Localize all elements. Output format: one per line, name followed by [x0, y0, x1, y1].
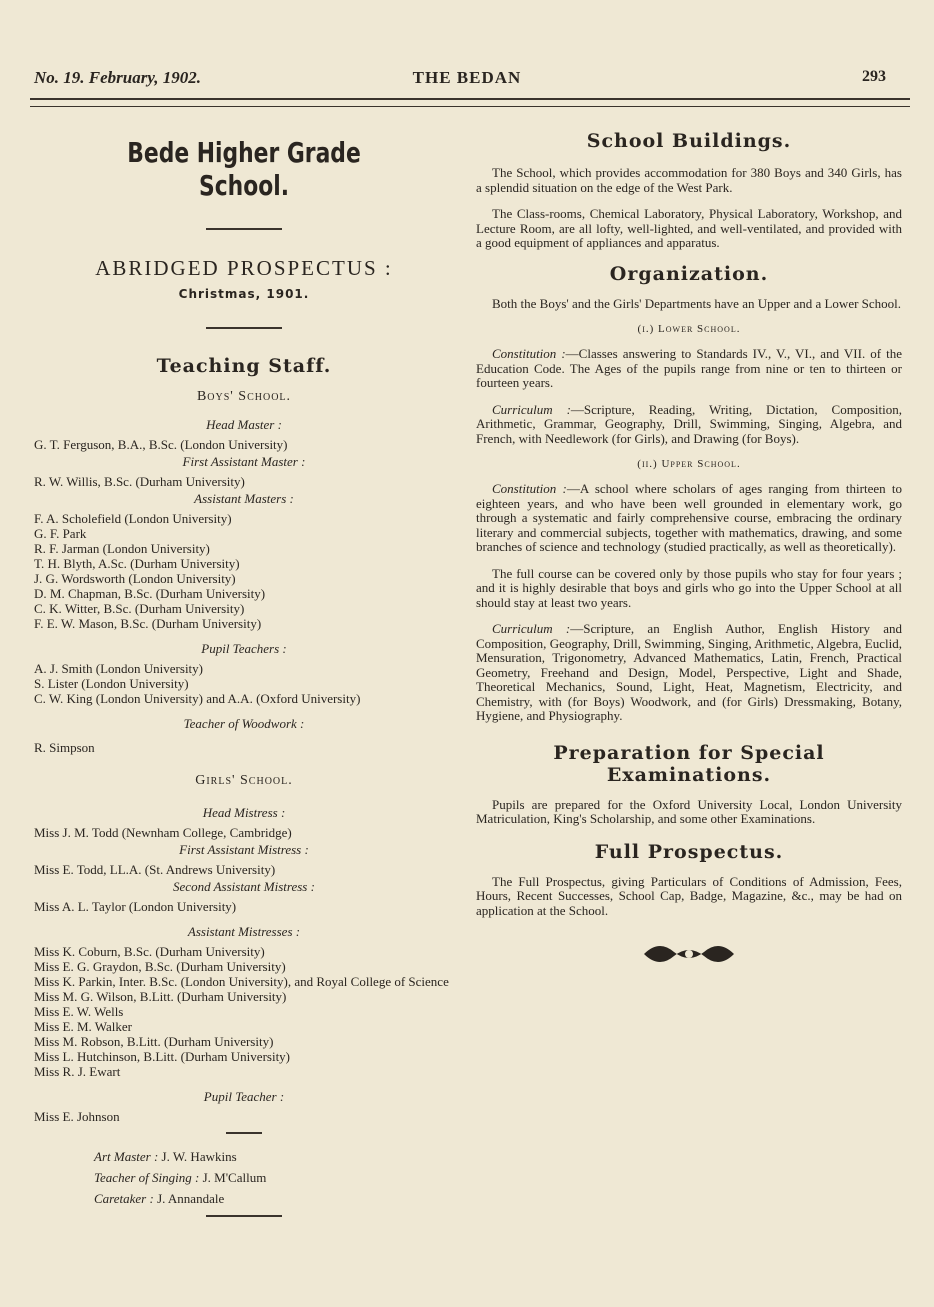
staff-name: Miss A. L. Taylor (London University) — [34, 899, 237, 914]
paragraph: The Class-rooms, Chemical Laboratory, Physical Laboratory, Workshop, and Lecture Room, are all lofty, well-lighted, and well-ventilated, and provided with a good equipment of appliances and apparatus. — [476, 206, 902, 250]
running-header — [0, 68, 934, 94]
organization-heading: Organization. — [609, 262, 769, 285]
list-item: Miss K. Parkin, Inter. B.Sc. (London University), and Royal College of Science — [34, 974, 449, 989]
staff-name: J. W. Hawkins — [161, 1149, 237, 1164]
text: —A school where scholars of ages ranging from thirteen to eighteen years, and who have been well grounded in elementary work, go through a systematic and fairly comprehensive course, embracing the ordinary literary and commercial subjects, together with mathematics, drawing, and some branches of science and technology (studied practically, as well as theoretically). — [476, 481, 902, 554]
role-heading: Teacher of Woodwork : — [183, 716, 305, 731]
upper-school-heading: (ii.) Upper School. — [637, 458, 741, 470]
staff-name: Miss J. M. Todd (Newnham College, Cambridge) — [34, 825, 292, 840]
list-item: A. J. Smith (London University) — [34, 661, 203, 676]
staff-name: Miss E. Johnson — [34, 1109, 120, 1124]
list-item: Miss M. G. Wilson, B.Litt. (Durham University) — [34, 989, 287, 1004]
full-prospectus-heading: Full Prospectus. — [594, 840, 784, 863]
paragraph — [476, 622, 902, 724]
paragraph: Pupils are prepared for the Oxford University Local, London University Matriculation, King's Scholarship, and some other Examinations. — [476, 796, 902, 826]
staff-list — [34, 661, 454, 706]
list-item: Miss E. W. Wells — [34, 1004, 124, 1019]
list-item: T. H. Blyth, A.Sc. (Durham University) — [34, 556, 240, 571]
role-heading: Head Mistress : — [202, 805, 286, 820]
paragraph — [476, 403, 902, 447]
boys-school-heading: Boys' School. — [196, 389, 292, 404]
divider — [226, 1132, 262, 1134]
header-rule — [30, 98, 910, 107]
paragraph: The School, which provides accommodation for 380 Boys and 340 Girls, has a splendid situation on the edge of the West Park. — [476, 165, 902, 195]
list-item: F. A. Scholefield (London University) — [34, 511, 232, 526]
preparation-heading: Preparation for Special Examinations. — [553, 741, 825, 786]
divider — [206, 228, 282, 230]
page-number: 293 — [862, 68, 886, 85]
ornament-icon — [476, 934, 902, 982]
label: Constitution : — [492, 346, 566, 361]
text: —Classes answering to Standards IV., V., VI., and VII. of the Education Code. The Ages of the pupils range from nine or ten to thirteen or fourteen years. — [476, 346, 902, 390]
list-item: J. G. Wordsworth (London University) — [34, 571, 236, 586]
other-staff — [94, 1146, 454, 1209]
prospectus-heading: ABRIDGED PROSPECTUS : — [95, 256, 393, 280]
divider — [206, 1215, 282, 1217]
list-item: F. E. W. Mason, B.Sc. (Durham University) — [34, 616, 262, 631]
staff-list — [34, 511, 454, 631]
list-item: Miss K. Coburn, B.Sc. (Durham University) — [34, 944, 265, 959]
role-label: Art Master : — [94, 1149, 159, 1164]
text: —Scripture, an English Author, English History and Composition, Geography, Drill, Swimming, Singing, Arithmetic, Algebra, Euclid, Mensuration, Trigonometry, Advanced Mathematics, Latin, French, Practical Geometry, Freehand and Design, Model, Perspective, Light and Shade, Theoretical Mechanics, Sound, Light, Heat, Magnetism, Electricity, and Chemistry, with (for Boys) Woodwork, and (for Girls) Dressmaking, Botany, Hygiene, and Physiography. — [476, 621, 903, 723]
school-title: Bede Higher Grade School. — [127, 136, 361, 202]
buildings-heading: School Buildings. — [586, 130, 792, 152]
role-heading: Assistant Mistresses : — [187, 924, 301, 939]
list-item: Miss E. G. Graydon, B.Sc. (Durham University) — [34, 959, 286, 974]
role-heading: First Assistant Mistress : — [179, 842, 309, 857]
list-item: C. W. King (London University) and A.A. (Oxford University) — [34, 691, 361, 706]
right-column — [476, 118, 902, 982]
staff-heading: Teaching Staff. — [156, 355, 332, 377]
label: Constitution : — [492, 481, 567, 496]
prospectus-date: Christmas, 1901. — [178, 287, 310, 301]
list-item: Miss M. Robson, B.Litt. (Durham University) — [34, 1034, 274, 1049]
list-item: G. F. Park — [34, 526, 87, 541]
staff-name: G. T. Ferguson, B.A., B.Sc. (London University) — [34, 437, 288, 452]
role-label: Teacher of Singing : — [94, 1170, 200, 1185]
staff-name: J. Annandale — [157, 1191, 225, 1206]
role-heading: First Assistant Master : — [182, 454, 306, 469]
list-item: D. M. Chapman, B.Sc. (Durham University) — [34, 586, 266, 601]
left-column — [34, 118, 454, 1229]
journal-title: THE BEDAN — [412, 68, 522, 87]
list-item: R. F. Jarman (London University) — [34, 541, 210, 556]
staff-name: J. M'Callum — [202, 1170, 267, 1185]
role-heading: Assistant Masters : — [194, 491, 294, 506]
staff-name: Miss E. Todd, LL.A. (St. Andrews University) — [34, 862, 276, 877]
singing-line — [94, 1167, 454, 1188]
girls-school-heading: Girls' School. — [195, 773, 293, 788]
staff-name: R. Simpson — [34, 740, 95, 755]
label: Curriculum : — [492, 401, 571, 417]
staff-name: R. W. Willis, B.Sc. (Durham University) — [34, 474, 245, 489]
role-label: Caretaker : — [94, 1191, 154, 1206]
paragraph — [476, 482, 902, 555]
list-item: Miss R. J. Ewart — [34, 1064, 121, 1079]
paragraph — [476, 347, 902, 391]
divider — [206, 327, 282, 329]
caretaker-line — [94, 1188, 454, 1209]
role-heading: Head Master : — [206, 417, 282, 432]
role-heading: Pupil Teachers : — [201, 641, 287, 656]
issue-date: No. 19. February, 1902. — [34, 68, 202, 87]
list-item: Miss E. M. Walker — [34, 1019, 133, 1034]
list-item: C. K. Witter, B.Sc. (Durham University) — [34, 601, 245, 616]
staff-list — [34, 944, 454, 1079]
role-heading: Second Assistant Mistress : — [173, 879, 315, 894]
role-heading: Pupil Teacher : — [203, 1089, 285, 1104]
paragraph: The full course can be covered only by those pupils who stay for four years ; and it is highly desirable that boys and girls who go into the Upper School at all should stay at least two years. — [476, 565, 902, 610]
label: Curriculum : — [492, 621, 571, 636]
art-master-line — [94, 1146, 454, 1167]
paragraph: Both the Boys' and the Girls' Departments have an Upper and a Lower School. — [492, 295, 902, 311]
ornament-icon — [639, 934, 739, 974]
list-item: Miss L. Hutchinson, B.Litt. (Durham University) — [34, 1049, 291, 1064]
paragraph: The Full Prospectus, giving Particulars of Conditions of Admission, Fees, Hours, Recent Successes, School Cap, Badge, Magazine, &c., may be had on application at the School. — [476, 873, 902, 918]
list-item: S. Lister (London University) — [34, 676, 189, 691]
lower-school-heading: (i.) Lower School. — [637, 323, 741, 335]
text: —Scripture, Reading, Writing, Dictation, Composition, Arithmetic, Grammar, Geography, Drill, Swimming, Singing, Algebra, and French, with Needlework (for Girls), and Drawing (for Boys). — [476, 401, 902, 446]
